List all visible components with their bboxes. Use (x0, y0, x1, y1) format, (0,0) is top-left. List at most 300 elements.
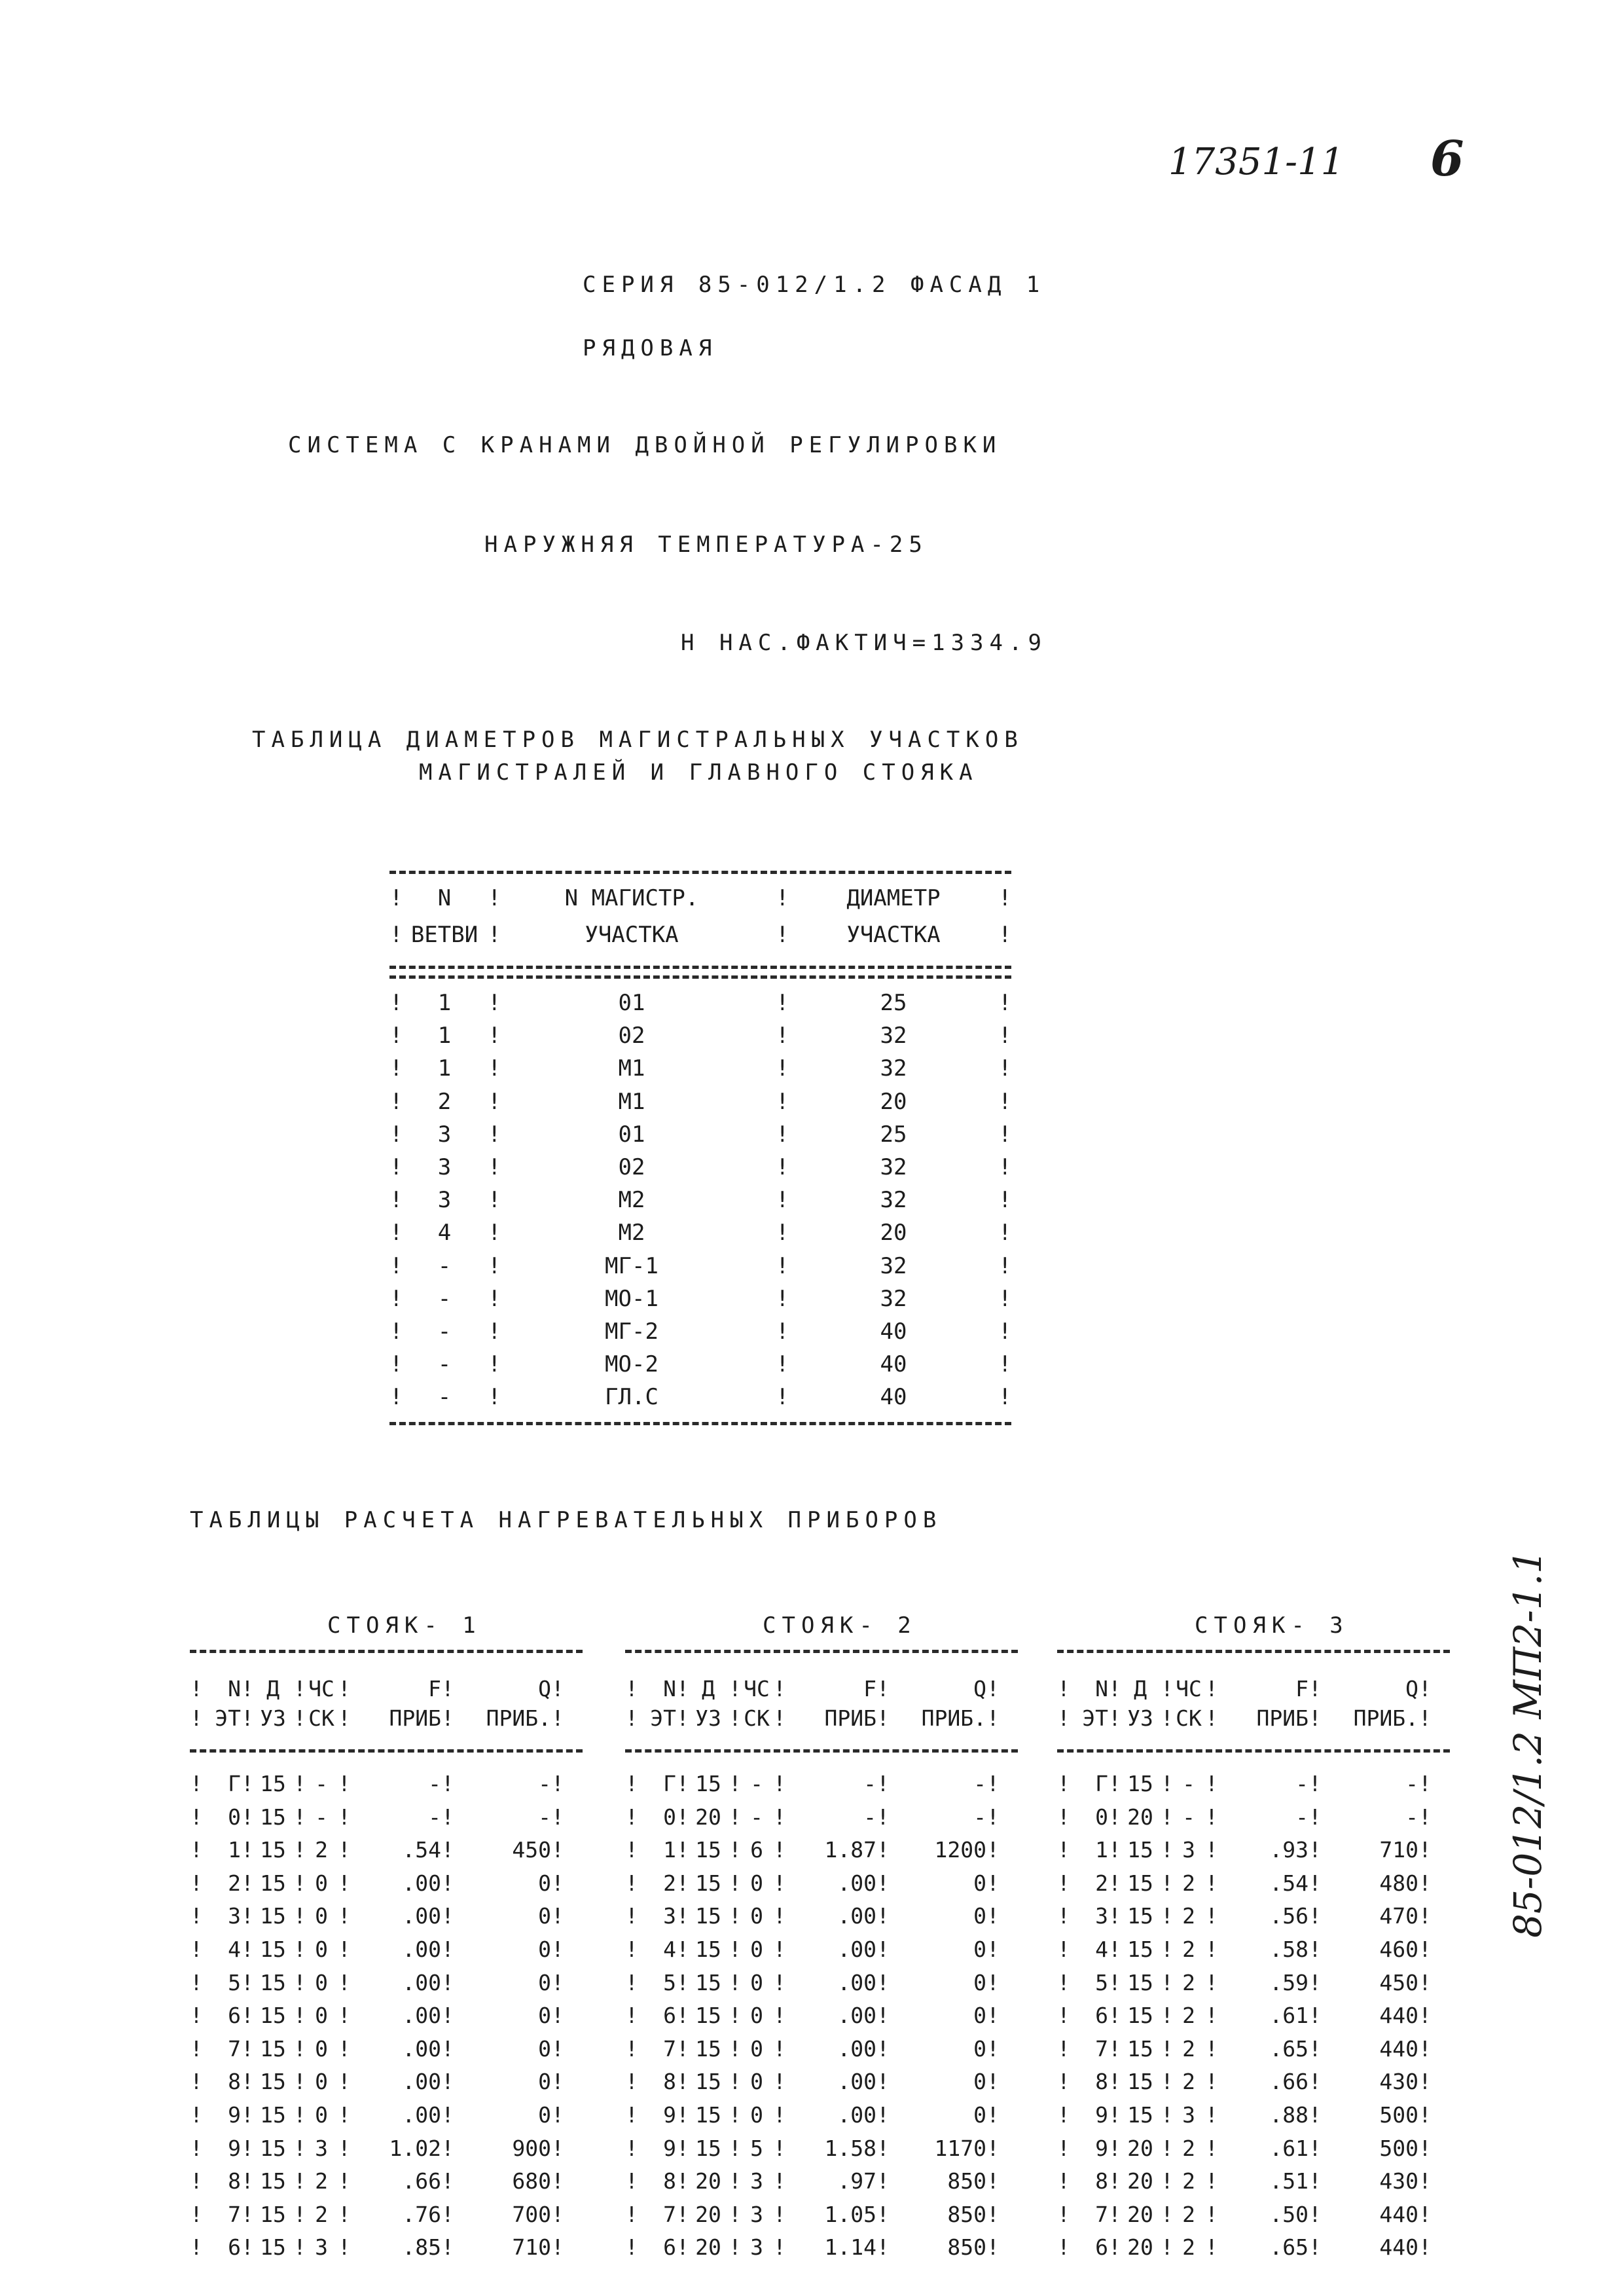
cell: 1 (1095, 1837, 1108, 1863)
column-separator: ! (1308, 2003, 1322, 2029)
column-separator: ! (338, 1804, 351, 1830)
cell: .97 (837, 2168, 876, 2194)
branch-cell: - (437, 1384, 452, 1411)
column-separator: ! (998, 1055, 1012, 1082)
diameter-cell: 25 (880, 1121, 907, 1148)
column-separator: ! (441, 2168, 454, 2194)
cell: 15 (260, 1837, 286, 1863)
cell: ЧС (744, 1676, 770, 1701)
column-separator: ! (293, 1937, 306, 1962)
column-separator: ! (773, 2234, 786, 2261)
cell: - (1182, 1804, 1195, 1830)
cell: 0 (538, 1903, 551, 1929)
riser-header-row-1 (1057, 1676, 1476, 1709)
cell: Д (266, 1676, 280, 1701)
cell: 430 (1379, 2168, 1418, 2194)
riser-header-row-2 (625, 1705, 1044, 1738)
column-separator: ! (876, 1937, 890, 1962)
column-separator: ! (488, 1319, 501, 1345)
column-separator: ! (776, 1187, 789, 1214)
column-separator: ! (676, 1937, 689, 1962)
cell: 900 (512, 2135, 551, 2161)
cell: 15 (1127, 2003, 1153, 2029)
diameter-row (389, 1187, 1011, 1220)
cell: .58 (1269, 1937, 1308, 1962)
cell: - (1295, 1804, 1308, 1830)
riser-rule-top (1057, 1650, 1450, 1653)
column-separator: ! (293, 1676, 306, 1701)
cell: 15 (695, 2135, 721, 2161)
cell: УЗ (260, 1705, 286, 1731)
column-separator: ! (389, 1088, 403, 1115)
column-separator: ! (676, 2135, 689, 2161)
cell: 3 (315, 2234, 328, 2261)
column-separator: ! (441, 1937, 454, 1962)
column-separator: ! (986, 1676, 1000, 1701)
column-separator: ! (389, 1351, 403, 1378)
cell: 0 (315, 2003, 328, 2029)
column-separator: ! (998, 1121, 1012, 1148)
cell: 20 (695, 2201, 721, 2227)
column-separator: ! (998, 1285, 1012, 1312)
riser-row (190, 2136, 609, 2168)
column-separator: ! (389, 1121, 403, 1148)
riser-row (1057, 1837, 1476, 1870)
cell: Q (973, 1676, 986, 1701)
cell: .00 (402, 1870, 441, 1896)
cell: ЭТ (1082, 1705, 1108, 1731)
cell: .65 (1269, 2035, 1308, 2062)
cell: 8 (663, 2069, 676, 2095)
cell: - (538, 1771, 551, 1796)
cell: 15 (695, 2035, 721, 2062)
column-separator: ! (729, 2069, 742, 2095)
column-separator: ! (1161, 1705, 1174, 1731)
cell: 15 (1127, 1771, 1153, 1796)
column-separator: ! (551, 1837, 564, 1863)
branch-cell: 1 (437, 990, 452, 1016)
diameter-row (389, 990, 1011, 1023)
cell: 2 (1182, 1969, 1195, 1995)
cell: 1 (228, 1837, 241, 1863)
cell: 850 (947, 2168, 986, 2194)
column-separator: ! (876, 1870, 890, 1896)
cell: 20 (1127, 2168, 1153, 2194)
cell: F (428, 1676, 441, 1701)
column-separator: ! (1161, 1969, 1174, 1995)
cell: 0 (750, 2003, 763, 2029)
column-separator: ! (1205, 2035, 1218, 2062)
cell: 1.87 (824, 1837, 876, 1863)
cell: 15 (695, 2102, 721, 2128)
cell: N (228, 1676, 241, 1701)
riser-row (190, 2003, 609, 2035)
cell: 430 (1379, 2069, 1418, 2095)
column-separator: ! (998, 990, 1012, 1016)
cell: - (315, 1804, 328, 1830)
column-separator: ! (986, 2201, 1000, 2227)
column-separator: ! (1418, 1937, 1432, 1962)
column-separator: ! (676, 2234, 689, 2261)
branch-cell: 4 (437, 1220, 452, 1246)
cell: .00 (837, 1870, 876, 1896)
column-separator: ! (1418, 1804, 1432, 1830)
column-separator: ! (1308, 2201, 1322, 2227)
column-separator: ! (776, 1220, 789, 1246)
cell: - (428, 1771, 441, 1796)
cell: 15 (695, 2003, 721, 2029)
cell: 15 (695, 1771, 721, 1796)
diameter-cell: 20 (880, 1220, 907, 1246)
riser-header-row-2 (1057, 1705, 1476, 1738)
cell: ЭТ (215, 1705, 241, 1731)
building-type: РЯДОВАЯ (583, 335, 718, 361)
riser-row (1057, 2003, 1476, 2035)
riser-row (1057, 2136, 1476, 2168)
cell: .61 (1269, 2135, 1308, 2161)
column-separator: ! (1057, 1771, 1070, 1796)
cell: 2 (1182, 2069, 1195, 2095)
riser-row (190, 1837, 609, 1870)
cell: 3 (315, 2135, 328, 2161)
branch-cell: 1 (437, 1023, 452, 1049)
cell: 8 (228, 2168, 241, 2194)
cell: 450 (1379, 1969, 1418, 1995)
column-separator: ! (1108, 1676, 1121, 1701)
column-separator: ! (441, 2234, 454, 2261)
column-separator: ! (293, 2102, 306, 2128)
column-separator: ! (488, 1187, 501, 1214)
riser-row (190, 2102, 609, 2135)
riser-row (625, 1970, 1044, 2003)
column-separator: ! (1057, 2168, 1070, 2194)
section-cell: ГЛ.С (605, 1384, 659, 1411)
column-separator: ! (1308, 1969, 1322, 1995)
cell: 2 (315, 1837, 328, 1863)
cell: 1 (663, 1837, 676, 1863)
column-separator: ! (729, 2035, 742, 2062)
cell: 0 (973, 2102, 986, 2128)
column-separator: ! (676, 2069, 689, 2095)
section-cell: М2 (618, 1187, 645, 1214)
column-separator: ! (1205, 2069, 1218, 2095)
cell: 5 (228, 1969, 241, 1995)
diameter-table-rule-bottom (389, 1422, 1011, 1425)
cell: СК (308, 1705, 334, 1731)
cell: СК (744, 1705, 770, 1731)
column-separator: ! (776, 1055, 789, 1082)
cell: 15 (1127, 2069, 1153, 2095)
column-separator: ! (389, 1023, 403, 1049)
column-separator: ! (1205, 1837, 1218, 1863)
diameter-table-title-2: МАГИСТРАЛЕЙ И ГЛАВНОГО СТОЯКА (419, 759, 979, 786)
header-diameter-2: УЧАСТКА (846, 922, 941, 948)
column-separator: ! (1308, 2234, 1322, 2261)
series-line: СЕРИЯ 85-012/1.2 ФАСАД 1 (583, 272, 1046, 298)
cell: Q (1405, 1676, 1418, 1701)
column-separator: ! (1308, 2069, 1322, 2095)
column-separator: ! (676, 1804, 689, 1830)
cell: 0 (538, 2003, 551, 2029)
cell: - (1405, 1804, 1418, 1830)
section-cell: 01 (618, 1121, 645, 1148)
cell: 15 (260, 2035, 286, 2062)
riser-row (190, 2202, 609, 2234)
cell: 700 (512, 2201, 551, 2227)
cell: 0 (315, 1870, 328, 1896)
column-separator: ! (551, 1771, 564, 1796)
column-separator: ! (729, 1903, 742, 1929)
column-separator: ! (1418, 2069, 1432, 2095)
column-separator: ! (1108, 2102, 1121, 2128)
cell: 6 (1095, 2003, 1108, 2029)
cell: ЧС (1176, 1676, 1202, 1701)
cell: 15 (260, 1969, 286, 1995)
branch-cell: - (437, 1252, 452, 1279)
cell: 3 (1182, 1837, 1195, 1863)
column-separator: ! (1418, 2234, 1432, 2261)
diameter-cell: 25 (880, 990, 907, 1016)
cell: 15 (260, 2102, 286, 2128)
column-separator: ! (338, 2035, 351, 2062)
column-separator: ! (338, 2201, 351, 2227)
cell: 15 (1127, 1837, 1153, 1863)
diameter-cell: 32 (880, 1023, 907, 1049)
cell: 15 (260, 1804, 286, 1830)
column-separator: ! (676, 2201, 689, 2227)
cell: .00 (402, 1937, 441, 1962)
column-separator: ! (986, 1837, 1000, 1863)
cell: 0 (1095, 1804, 1108, 1830)
cell: 3 (1095, 1903, 1108, 1929)
diameter-cell: 20 (880, 1088, 907, 1115)
column-separator: ! (876, 2003, 890, 2029)
cell: Q (538, 1676, 551, 1701)
cell: ПРИБ (1256, 1705, 1308, 1731)
column-separator: ! (1308, 1870, 1322, 1896)
column-separator: ! (338, 2003, 351, 2029)
column-separator: ! (551, 2201, 564, 2227)
cell: .00 (402, 2069, 441, 2095)
riser-row (1057, 2069, 1476, 2101)
cell: 1200 (934, 1837, 986, 1863)
cell: - (538, 1804, 551, 1830)
diameter-cell: 40 (880, 1319, 907, 1345)
cell: 7 (1095, 2201, 1108, 2227)
column-separator: ! (986, 1771, 1000, 1796)
cell: Г (228, 1771, 241, 1796)
column-separator: ! (729, 1676, 742, 1701)
riser-row (190, 1970, 609, 2003)
column-separator: ! (676, 2168, 689, 2194)
cell: 1.02 (389, 2135, 441, 2161)
cell: - (750, 1804, 763, 1830)
diameter-row (389, 1154, 1011, 1187)
column-separator: ! (190, 1837, 203, 1863)
cell: 2 (1182, 2035, 1195, 2062)
column-separator: ! (876, 1771, 890, 1796)
cell: 15 (260, 1903, 286, 1929)
cell: 15 (260, 2234, 286, 2261)
column-separator: ! (998, 1319, 1012, 1345)
column-separator: ! (389, 990, 403, 1016)
cell: - (1405, 1771, 1418, 1796)
column-separator: ! (1205, 1771, 1218, 1796)
column-separator: ! (551, 1937, 564, 1962)
cell: 0 (973, 1937, 986, 1962)
cell: 6 (663, 2003, 676, 2029)
column-separator: ! (441, 1771, 454, 1796)
column-separator: ! (1161, 2069, 1174, 2095)
column-separator: ! (729, 2201, 742, 2227)
column-separator: ! (625, 1771, 638, 1796)
column-separator: ! (1161, 1837, 1174, 1863)
column-separator: ! (773, 1903, 786, 1929)
column-separator: ! (1205, 1969, 1218, 1995)
column-separator: ! (625, 1870, 638, 1896)
column-separator: ! (1161, 2201, 1174, 2227)
column-separator: ! (551, 2168, 564, 2194)
riser-row (190, 2234, 609, 2267)
diameter-row (389, 1384, 1011, 1417)
column-separator: ! (190, 2201, 203, 2227)
column-separator: ! (551, 2003, 564, 2029)
cell: 20 (1127, 2201, 1153, 2227)
column-separator: ! (625, 1937, 638, 1962)
diameter-row (389, 1023, 1011, 1055)
column-separator: ! (551, 2035, 564, 2062)
cell: 0 (750, 2102, 763, 2128)
column-separator: ! (241, 2201, 254, 2227)
cell: 0 (538, 1937, 551, 1962)
cell: УЗ (695, 1705, 721, 1731)
column-separator: ! (776, 1319, 789, 1345)
column-separator: ! (441, 2201, 454, 2227)
diameter-table-header-2: ! ВЕТВИ ! УЧАСТКА ! УЧАСТКА ! (389, 922, 1012, 948)
column-separator: ! (389, 1384, 403, 1411)
column-separator: ! (488, 1023, 501, 1049)
cell: N (663, 1676, 676, 1701)
riser-rule-header (625, 1749, 1018, 1753)
diameter-row (389, 1286, 1011, 1319)
column-separator: ! (441, 2102, 454, 2128)
cell: - (973, 1771, 986, 1796)
column-separator: ! (1057, 1705, 1070, 1731)
cell: 2 (1182, 2234, 1195, 2261)
cell: 7 (663, 2035, 676, 2062)
cell: 440 (1379, 2201, 1418, 2227)
column-separator: ! (190, 1804, 203, 1830)
cell: 15 (260, 2168, 286, 2194)
column-separator: ! (676, 1969, 689, 1995)
column-separator: ! (241, 2168, 254, 2194)
column-separator: ! (1161, 1937, 1174, 1962)
cell: 15 (695, 1837, 721, 1863)
column-separator: ! (998, 1088, 1012, 1115)
column-separator: ! (1161, 2234, 1174, 2261)
column-separator: ! (1057, 1804, 1070, 1830)
cell: 0 (973, 1969, 986, 1995)
column-separator: ! (1205, 1937, 1218, 1962)
cell: 2 (315, 2201, 328, 2227)
column-separator: ! (190, 2135, 203, 2161)
cell: СК (1176, 1705, 1202, 1731)
diameter-cell: 32 (880, 1285, 907, 1312)
cell: 6 (663, 2234, 676, 2261)
column-separator: ! (986, 2135, 1000, 2161)
column-separator: ! (773, 1870, 786, 1896)
column-separator: ! (441, 1804, 454, 1830)
column-separator: ! (1418, 1676, 1432, 1701)
cell: .54 (1269, 1870, 1308, 1896)
cell: 0 (973, 1870, 986, 1896)
riser-row (1057, 2202, 1476, 2234)
column-separator: ! (293, 2234, 306, 2261)
cell: 3 (1182, 2102, 1195, 2128)
cell: 6 (228, 2003, 241, 2029)
cell: 0 (973, 2069, 986, 2095)
cell: УЗ (1127, 1705, 1153, 1731)
cell: 4 (663, 1937, 676, 1962)
column-separator: ! (729, 2135, 742, 2161)
cell: 8 (1095, 2168, 1108, 2194)
column-separator: ! (1057, 1870, 1070, 1896)
column-separator: ! (1108, 1903, 1121, 1929)
cell: 1.14 (824, 2234, 876, 2261)
column-separator: ! (625, 1903, 638, 1929)
column-separator: ! (488, 1252, 501, 1279)
column-separator: ! (1108, 1969, 1121, 1995)
cell: .93 (1269, 1837, 1308, 1863)
column-separator: ! (389, 1154, 403, 1180)
column-separator: ! (776, 1384, 789, 1411)
column-separator: ! (241, 1937, 254, 1962)
cell: 0 (750, 1870, 763, 1896)
column-separator: ! (1161, 2135, 1174, 2161)
cell: - (863, 1771, 876, 1796)
column-separator: ! (876, 1804, 890, 1830)
column-separator: ! (241, 2135, 254, 2161)
cell: 2 (1182, 2135, 1195, 2161)
cell: Г (663, 1771, 676, 1796)
column-separator: ! (241, 1771, 254, 1796)
cell: .00 (837, 2069, 876, 2095)
cell: - (428, 1804, 441, 1830)
header-section-1: N МАГИСТР. (564, 885, 699, 911)
cell: 7 (228, 2035, 241, 2062)
cell: 7 (1095, 2035, 1108, 2062)
cell: 0 (750, 2035, 763, 2062)
column-separator: ! (876, 2234, 890, 2261)
cell: .00 (837, 1969, 876, 1995)
column-separator: ! (441, 1676, 454, 1701)
doc-number: 17351-11 (1168, 141, 1344, 183)
column-separator: ! (625, 1705, 638, 1731)
column-separator: ! (1418, 2135, 1432, 2161)
column-separator: ! (1308, 1676, 1322, 1701)
branch-cell: 1 (437, 1055, 452, 1082)
cell: 9 (663, 2135, 676, 2161)
cell: 15 (260, 2003, 286, 2029)
column-separator: ! (190, 1676, 203, 1701)
column-separator: ! (1161, 1771, 1174, 1796)
column-separator: ! (729, 1771, 742, 1796)
riser-row (625, 2202, 1044, 2234)
header-branch-2: ВЕТВИ (410, 922, 478, 948)
column-separator: ! (293, 1705, 306, 1731)
column-separator: ! (441, 1870, 454, 1896)
riser-row (1057, 2168, 1476, 2201)
